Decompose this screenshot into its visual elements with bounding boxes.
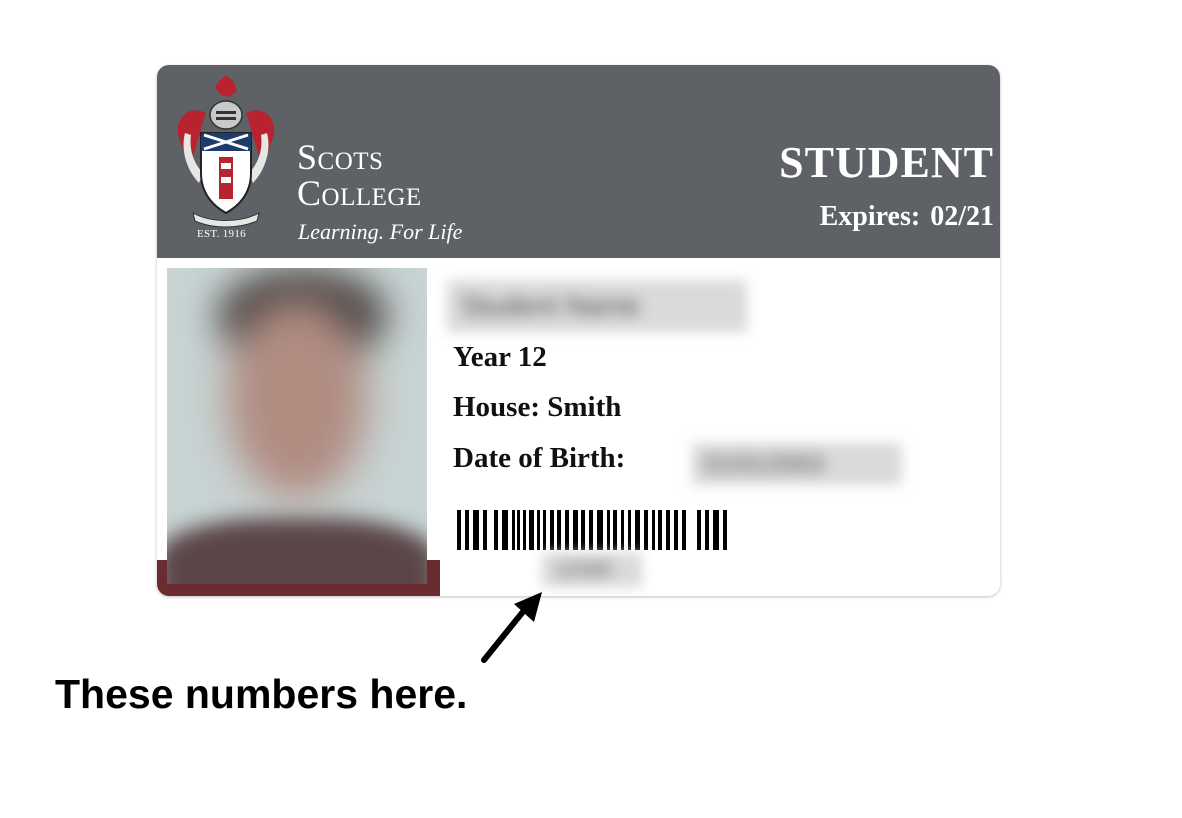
expiry-line — [820, 201, 994, 233]
student-name-redacted — [447, 280, 747, 332]
school-crest-icon — [171, 73, 281, 229]
expires-label: Expires: — [819, 201, 921, 232]
house-name: House: Smith — [453, 391, 622, 423]
school-name-line1: Scots — [297, 137, 384, 177]
expires-value: 02/21 — [930, 201, 994, 232]
established-year: EST. 1916 — [197, 228, 246, 240]
card-header — [157, 65, 1000, 258]
date-of-birth-label: Date of Birth: — [453, 442, 626, 474]
year-level: Year 12 — [453, 341, 547, 373]
student-number-redacted-text: 12345 — [556, 559, 612, 581]
barcode-icon — [457, 510, 729, 550]
student-name-redacted-text: Student Name — [461, 290, 640, 321]
student-photo-blurred — [167, 268, 427, 584]
school-tagline: Learning. For Life — [298, 219, 463, 244]
barcode — [457, 510, 729, 550]
date-of-birth-redacted — [692, 443, 902, 485]
student-number-redacted — [542, 553, 642, 587]
date-of-birth-redacted-text: 01/01/2003 — [704, 451, 825, 478]
student-id-card — [157, 65, 1000, 596]
card-type-label: STUDENT — [779, 138, 994, 187]
school-name-line2: College — [297, 173, 422, 213]
school-name — [297, 139, 422, 211]
arrow-up-right-icon — [478, 590, 548, 665]
annotation-caption: These numbers here. — [55, 671, 468, 717]
